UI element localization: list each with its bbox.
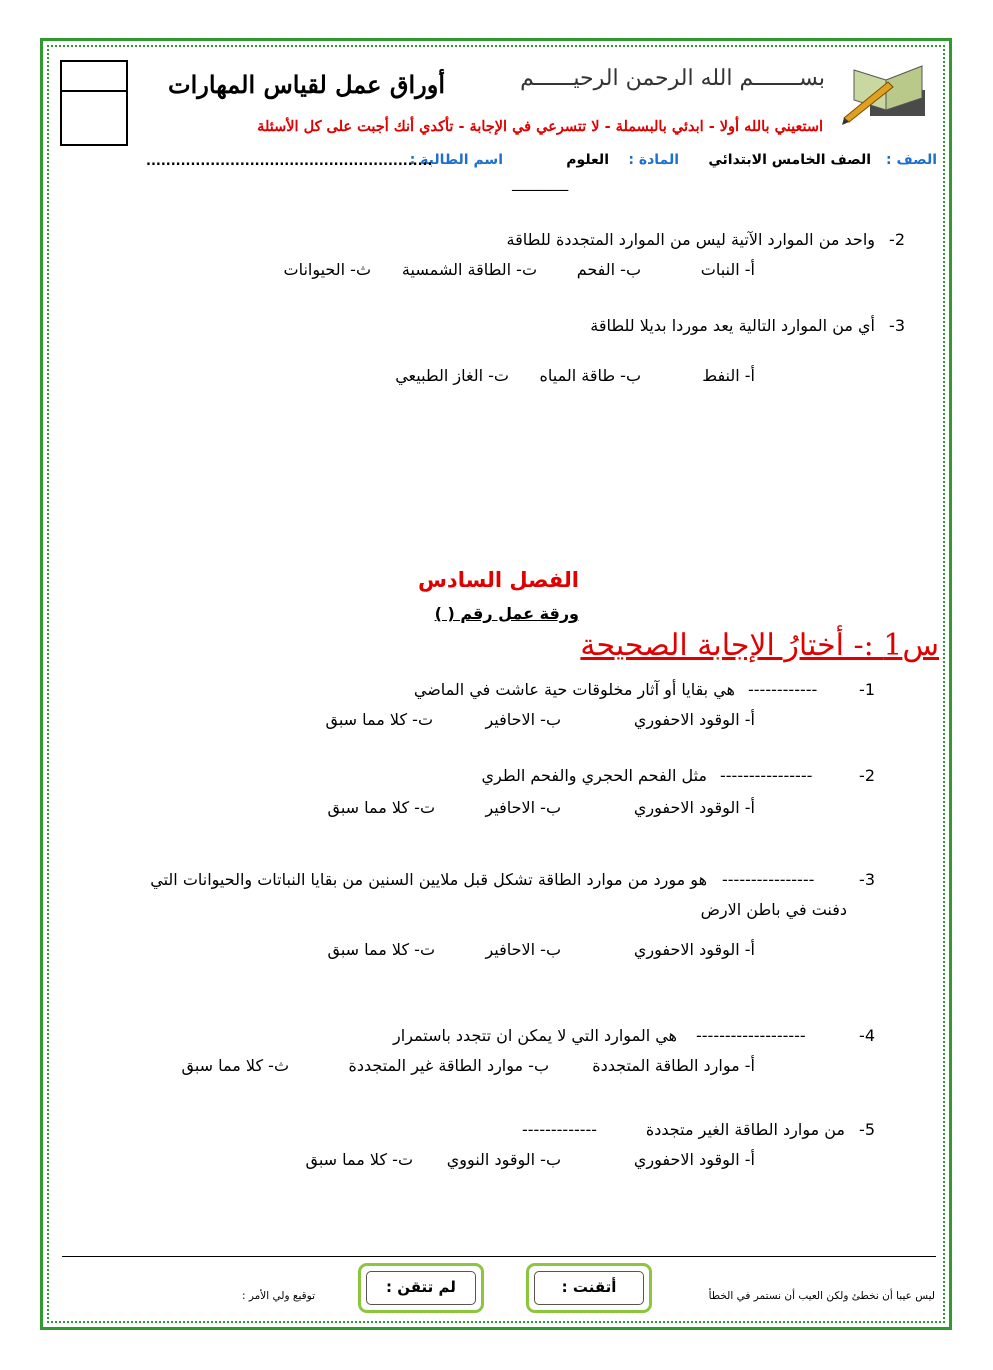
q4-option-b[interactable]: ب- موارد الطاقة غير المتجددة [348,1056,549,1075]
q1-blank[interactable]: ------------ [748,680,818,699]
q4-option-c[interactable]: ث- كلا مما سبق [181,1056,289,1075]
footer-motto: ليس عيبا أن نخطئ ولكن العيب أن نستمر في الخطأ [708,1290,935,1302]
q3-text-continued: دفنت في باطن الارض [700,900,847,919]
q4-text: هي الموارد التي لا يمكن ان تتجدد باستمرار [393,1026,677,1045]
not-mastered-label: لم تتقن : [386,1278,456,1296]
q2-blank[interactable]: ---------------- [720,766,813,785]
q1-number: -1 [859,680,875,699]
worksheet-number: ورقة عمل رقم ( ) [434,604,579,623]
grade-box [60,60,128,146]
class-value: الصف الخامس الابتدائي [708,152,871,168]
top-q3-text: أي من الموارد التالية يعد موردا بديلا للطاقة [590,316,875,335]
mastered-box[interactable] [526,1263,652,1313]
top-q2-option-d[interactable]: ث- الحيوانات [283,260,371,279]
q5-option-a[interactable]: أ- الوقود الاحفوري [633,1150,755,1169]
divider-mark: ــــــــــــــــ [512,180,569,194]
top-q2-option-b[interactable]: ب- الفحم [576,260,641,279]
subject-label: المادة : [628,152,679,168]
q1-option-b[interactable]: ب- الاحافير [485,710,561,729]
class-label: الصف : [886,152,937,168]
top-q2-number: -2 [889,230,905,249]
footer-divider [62,1256,936,1257]
q1-option-c[interactable]: ت- كلا مما سبق [325,710,433,729]
q3-option-c[interactable]: ت- كلا مما سبق [327,940,435,959]
top-q3-option-a[interactable]: أ- النفط [702,366,755,385]
q3-option-b[interactable]: ب- الاحافير [485,940,561,959]
q3-blank[interactable]: ---------------- [722,870,815,889]
chapter-title: الفصل السادس [417,568,579,592]
q5-option-c[interactable]: ت- كلا مما سبق [305,1150,413,1169]
guardian-signature: توقيع ولي الأمر : [241,1290,315,1302]
section-heading: س1 :- أختارُ الإجابة الصحيحة [580,628,939,663]
q2-option-a[interactable]: أ- الوقود الاحفوري [633,798,755,817]
subject-value: العلوم [566,152,609,168]
q5-number: -5 [859,1120,875,1139]
q2-option-b[interactable]: ب- الاحافير [485,798,561,817]
q2-number: -2 [859,766,875,785]
student-name-label: اسم الطالبة : [409,152,503,168]
not-mastered-box[interactable] [358,1263,484,1313]
top-q3-option-b[interactable]: ب- طاقة المياه [539,366,641,385]
book-pen-icon [840,58,930,126]
q4-blank[interactable]: ------------------- [696,1026,806,1045]
q3-number: -3 [859,870,875,889]
q2-text: مثل الفحم الحجري والفحم الطري [481,766,707,785]
q2-option-c[interactable]: ت- كلا مما سبق [327,798,435,817]
sheet-title: أوراق عمل لقياس المهارات [168,70,445,99]
mastered-label: أتقنت : [561,1278,617,1296]
q3-option-a[interactable]: أ- الوقود الاحفوري [633,940,755,959]
top-q2-option-a[interactable]: أ- النبات [700,260,755,279]
q4-number: -4 [859,1026,875,1045]
q5-option-b[interactable]: ب- الوقود النووي [446,1150,561,1169]
top-q2-option-c[interactable]: ت- الطاقة الشمسية [401,260,537,279]
q1-text: هي بقايا أو آثار مخلوقات حية عاشت في الماضي [413,680,735,699]
student-name-blank[interactable]: .......................................................... [146,154,433,169]
q3-text: هو مورد من موارد الطاقة تشكل قبل ملايين السنين من بقايا النباتات والحيوانات التي [150,870,707,889]
instructions: استعيني بالله أولا - ابدئي بالبسملة - لا تتسرعي في الإجابة - تأكدي أنك أجبت على كل الأسئلة [257,118,823,135]
top-q3-option-c[interactable]: ت- الغاز الطبيعي [395,366,509,385]
q5-blank[interactable]: ------------- [522,1120,598,1139]
top-q2-text: واحد من الموارد الآتية ليس من الموارد المتجددة للطاقة [506,230,875,249]
q4-option-a[interactable]: أ- موارد الطاقة المتجددة [592,1056,755,1075]
top-q3-number: -3 [889,316,905,335]
q5-text: من موارد الطاقة الغير متجددة [645,1120,845,1139]
q1-option-a[interactable]: أ- الوقود الاحفوري [633,710,755,729]
bismillah: بســـــــم الله الرحمن الرحيــــــم [520,66,825,91]
